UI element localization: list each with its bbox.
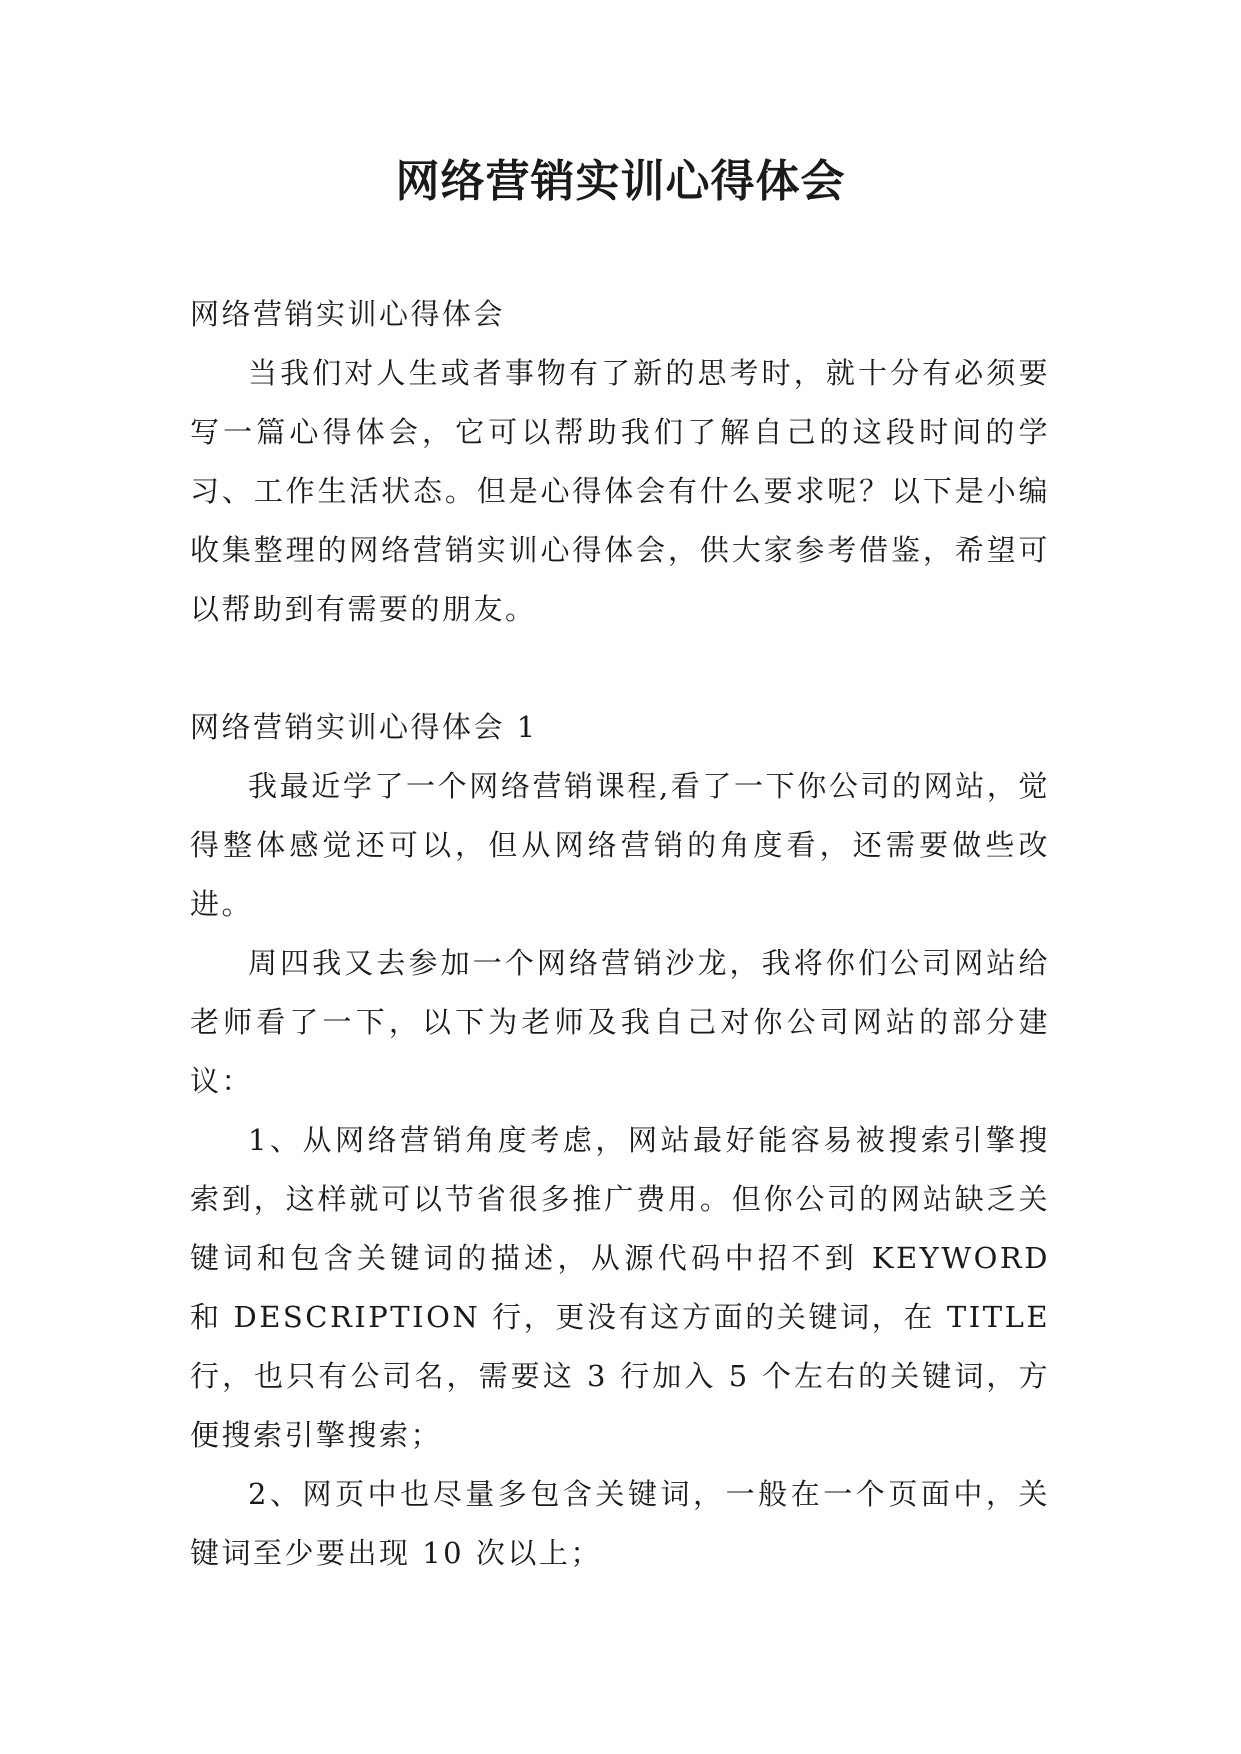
intro-heading: 网络营销实训心得体会	[190, 297, 506, 331]
document-title: 网络营销实训心得体会	[395, 156, 846, 207]
body-paragraph: 我最近学了一个网络营销课程,看了一下你公司的网站，觉得整体感觉还可以，但从网络营销的角度看，还需要做些改进。	[190, 769, 1050, 921]
body-paragraph: 1、从网络营销角度考虑，网站最好能容易被搜索引擎搜索到，这样就可以节省很多推广费用。但你公司的网站缺乏关键词和包含关键词的描述，从源代码中招不到 KEYWORD 和 DESCRIPTION 行，更没有这方面的关键词，在 TITLE 行，也只有公司名，需要这 3 行加入 5 个左右的关键词，方便搜索引擎搜索；	[190, 1123, 1050, 1452]
body-paragraph: 2、网页中也尽量多包含关键词，一般在一个页面中，关键词至少要出现 10 次以上；	[190, 1477, 1050, 1570]
section-heading: 网络营销实训心得体会 1	[190, 710, 538, 744]
section-spacer	[190, 639, 1050, 698]
document-body	[190, 285, 1050, 1583]
intro-paragraph: 当我们对人生或者事物有了新的思考时，就十分有必须要写一篇心得体会，它可以帮助我们了解自己的这段时间的学习、工作生活状态。但是心得体会有什么要求呢？以下是小编收集整理的网络营销实训心得体会，供大家参考借鉴，希望可以帮助到有需要的朋友。	[190, 356, 1050, 626]
body-paragraph: 周四我又去参加一个网络营销沙龙，我将你们公司网站给老师看了一下，以下为老师及我自己对你公司网站的部分建议：	[190, 946, 1050, 1098]
